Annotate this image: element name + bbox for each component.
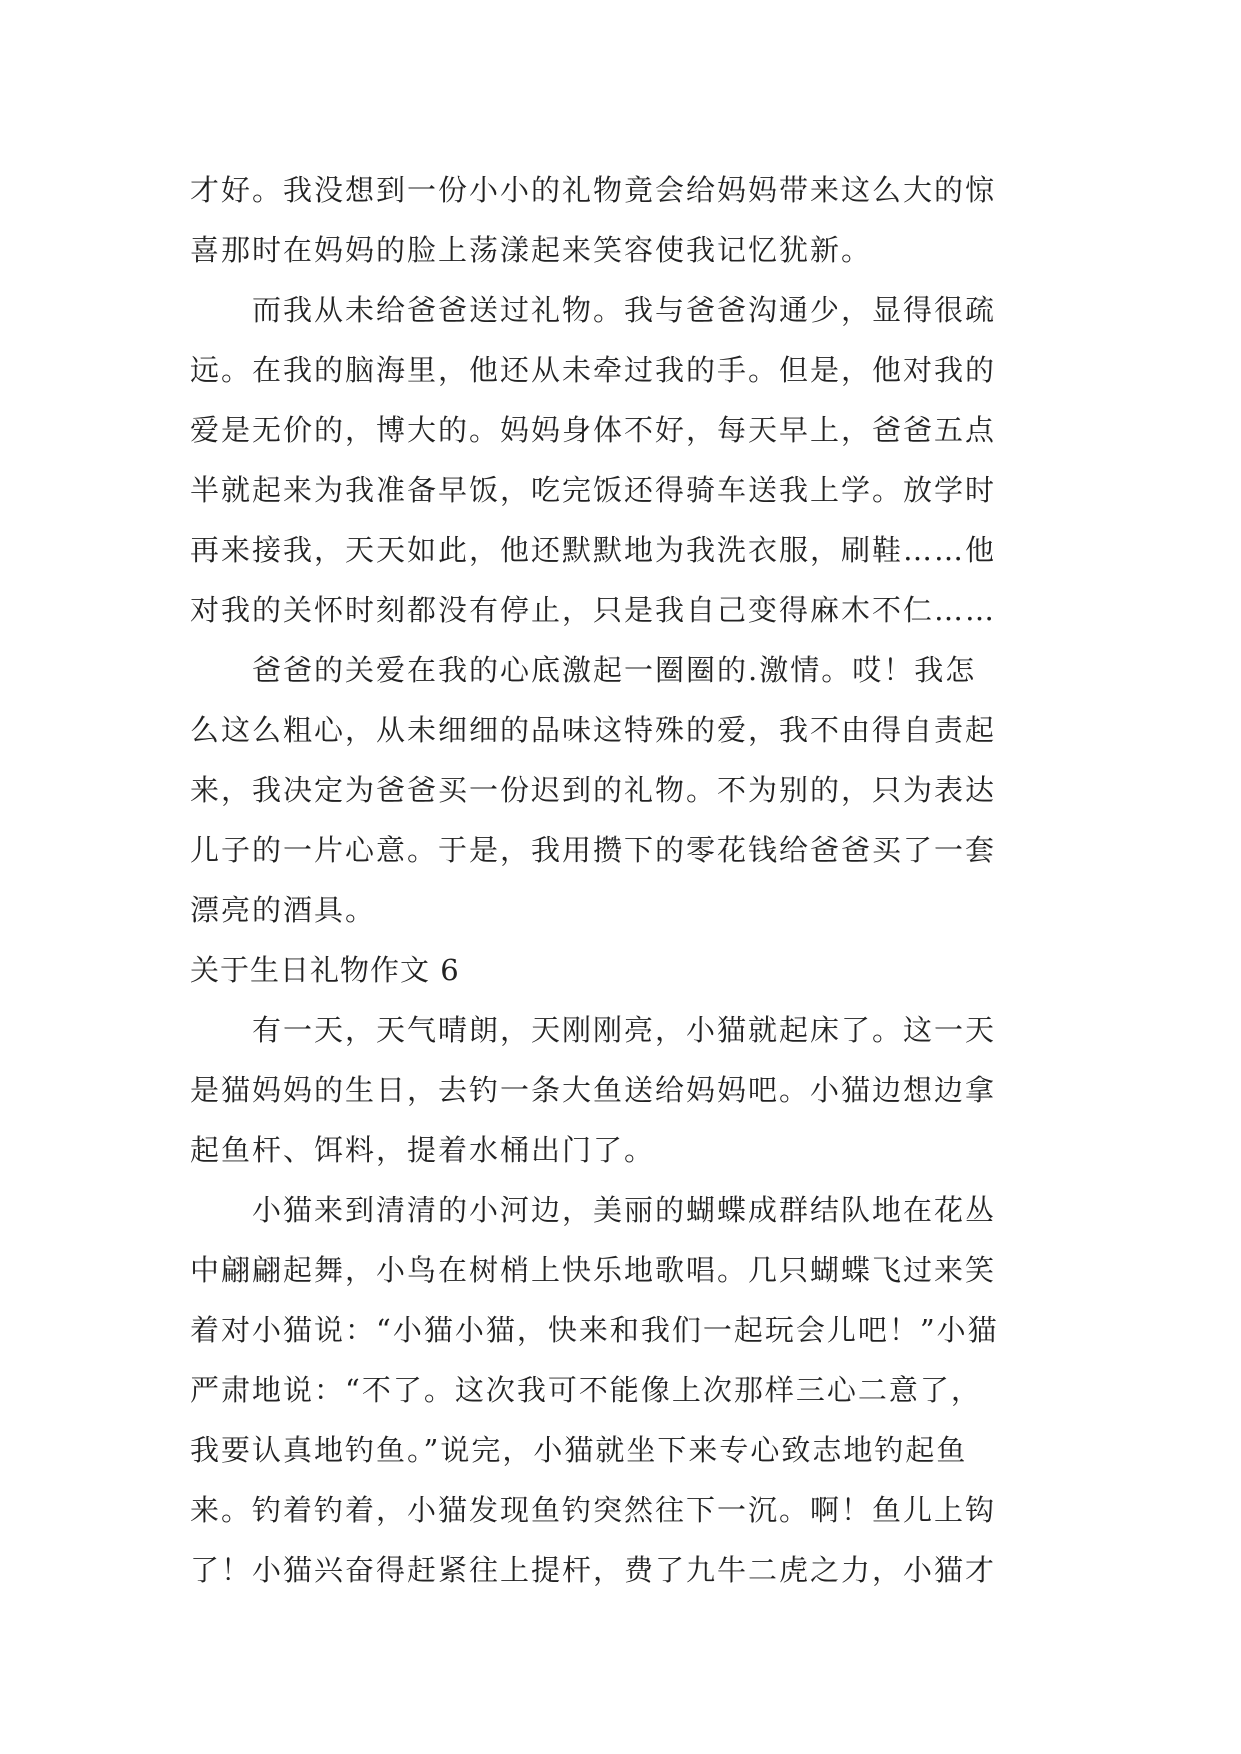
text-line: 严肃地说：“不了。这次我可不能像上次那样三心二意了， bbox=[190, 1373, 982, 1407]
document-body bbox=[190, 160, 1050, 1600]
text-line: 是猫妈妈的生日，去钓一条大鱼送给妈妈吧。小猫边想边拿 bbox=[190, 1073, 997, 1107]
text-line: 来，我决定为爸爸买一份迟到的礼物。不为别的，只为表达 bbox=[190, 773, 997, 807]
text-line: 么这么粗心，从未细细的品味这特殊的爱，我不由得自责起 bbox=[190, 713, 997, 747]
text-line: 儿子的一片心意。于是，我用攒下的零花钱给爸爸买了一套 bbox=[190, 833, 997, 867]
paragraph-first-line: 有一天，天气晴朗，天刚刚亮，小猫就起床了。这一天 bbox=[252, 1013, 997, 1047]
text-line: 来。钓着钓着，小猫发现鱼钓突然往下一沉。啊！鱼儿上钩 bbox=[190, 1493, 997, 1527]
text-line: 再来接我，天天如此，他还默默地为我洗衣服，刷鞋……他 bbox=[190, 533, 997, 567]
text-line: 才好。我没想到一份小小的礼物竟会给妈妈带来这么大的惊 bbox=[190, 173, 997, 207]
text-line: 喜那时在妈妈的脸上荡漾起来笑容使我记忆犹新。 bbox=[190, 233, 873, 267]
section-heading: 关于生日礼物作文 6 bbox=[190, 953, 460, 987]
text-line: 我要认真地钓鱼。”说完，小猫就坐下来专心致志地钓起鱼 bbox=[190, 1433, 968, 1467]
text-line: 了！小猫兴奋得赶紧往上提杆，费了九牛二虎之力，小猫才 bbox=[190, 1553, 997, 1587]
text-line: 着对小猫说：“小猫小猫，快来和我们一起玩会儿吧！”小猫 bbox=[190, 1313, 999, 1347]
text-line: 漂亮的酒具。 bbox=[190, 893, 377, 927]
text-line: 中翩翩起舞，小鸟在树梢上快乐地歌唱。几只蝴蝶飞过来笑 bbox=[190, 1253, 997, 1287]
paragraph-first-line: 而我从未给爸爸送过礼物。我与爸爸沟通少，显得很疏 bbox=[252, 293, 997, 327]
text-line: 爱是无价的，博大的。妈妈身体不好，每天早上，爸爸五点 bbox=[190, 413, 997, 447]
paragraph-first-line: 小猫来到清清的小河边，美丽的蝴蝶成群结队地在花丛 bbox=[252, 1193, 997, 1227]
text-line: 半就起来为我准备早饭，吃完饭还得骑车送我上学。放学时 bbox=[190, 473, 997, 507]
text-line: 对我的关怀时刻都没有停止，只是我自己变得麻木不仁…… bbox=[190, 593, 997, 627]
text-line: 起鱼杆、饵料，提着水桶出门了。 bbox=[190, 1133, 656, 1167]
text-line: 远。在我的脑海里，他还从未牵过我的手。但是，他对我的 bbox=[190, 353, 997, 387]
paragraph-first-line: 爸爸的关爱在我的心底激起一圈圈的.激情。哎！我怎 bbox=[252, 653, 977, 687]
